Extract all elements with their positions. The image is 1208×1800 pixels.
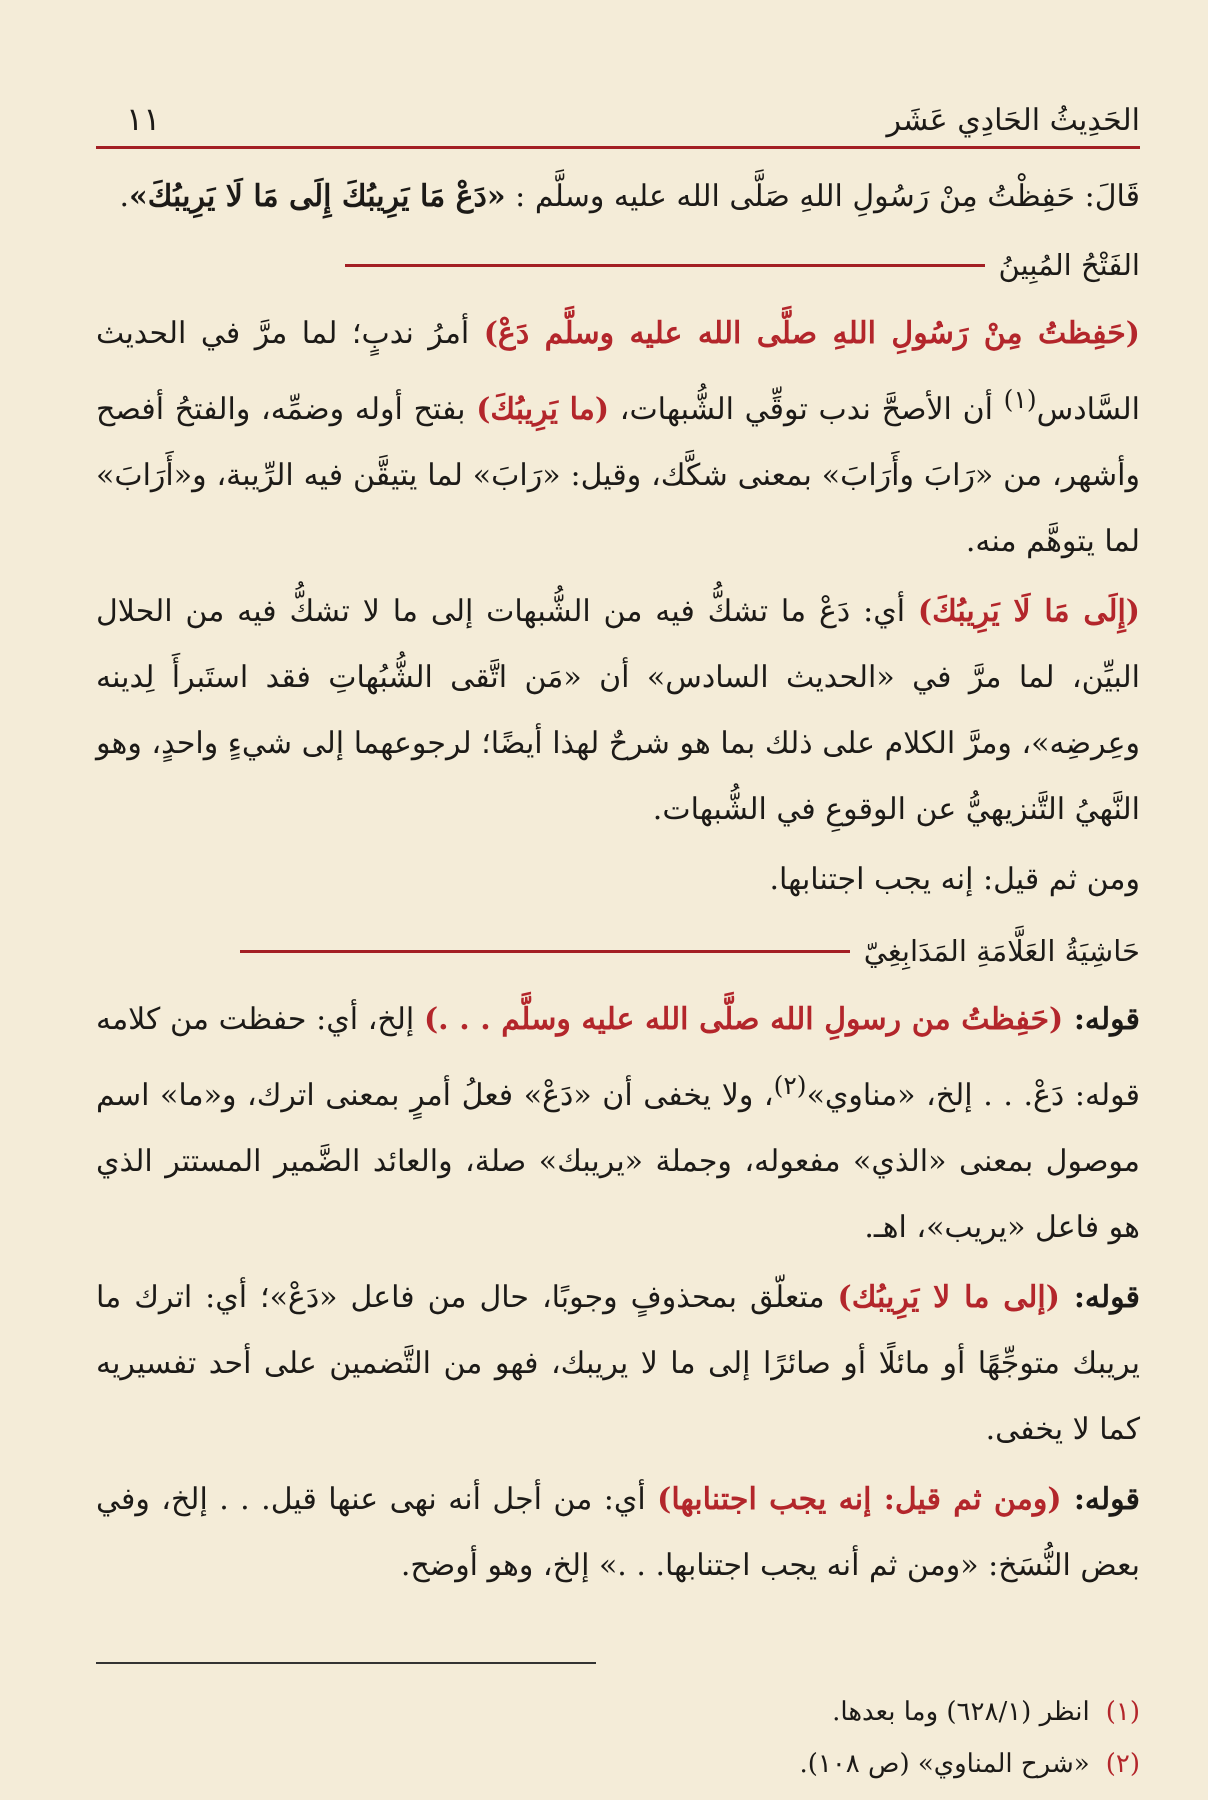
highlight-phrase: (ما يَرِيبُكَ) <box>476 392 610 427</box>
section-head-hashiya <box>96 923 1140 979</box>
footnote-list <box>96 1686 1140 1790</box>
section-rule-hashiya <box>240 950 850 953</box>
paragraph-text: ومن ثم قيل: إنه يجب اجتنابها. <box>769 862 1140 897</box>
highlight-phrase: (إلى ما لا يَرِيبُك) <box>837 1280 1060 1315</box>
hadith-prefix: قَالَ: حَفِظْتُ مِنْ رَسُولِ اللهِ صَلَّى الله عليه وسلَّم : <box>505 179 1140 214</box>
footnote-text: انظر (٦٢٨/١) وما بعدها. <box>832 1697 1090 1727</box>
footnote-ref: (٢) <box>773 1071 807 1100</box>
paragraph-text: ، ولا يخفى أن «دَعْ» فعلُ أمرٍ بمعنى اترك، و«ما» اسم موصول بمعنى «الذي» مفعوله، وجملة «يريبك» صلة، والعائد الضَّمير المستتر الذي هو فاعل «يريب»، اهـ. <box>96 1078 1141 1245</box>
section-head-fath <box>96 237 1140 293</box>
fath-paragraph-2 <box>96 579 1140 843</box>
footnote-ref: (١) <box>1003 385 1037 414</box>
fath-paragraph-3 <box>96 847 1140 913</box>
footnote-1 <box>96 1686 1140 1738</box>
hadith-quote: «دَعْ مَا يَرِيبُكَ إِلَى مَا لَا يَرِيبُكَ» <box>129 179 506 214</box>
paragraph-text: أي: من أجل أنه نهى عنها قيل. . . إلخ، وفي بعض النُّسَخ: «ومن ثم أنه يجب اجتنابها. . .» إلخ، وهو أوضح. <box>96 1482 1140 1583</box>
hashiya-paragraph-3 <box>96 1467 1140 1599</box>
section-title-hashiya: حَاشِيَةُ العَلَّامَةِ المَدَابِغِيّ <box>863 934 1140 968</box>
running-title: الحَدِيثُ الحَادِي عَشَر <box>886 103 1140 138</box>
qawluhu-label: قوله: <box>1063 1002 1140 1037</box>
hashiya-paragraph-1 <box>96 987 1140 1261</box>
paragraph-text: متعلّق بمحذوفٍ وجوبًا، حال من فاعل «دَعْ»؛ أي: اترك ما يريبك متوجِّهًا أو مائلًا أو صائرًا إلى ما لا يريبك، فهو من التَّضمين على أحد تفسيريه كما لا يخفى. <box>96 1280 1140 1447</box>
section-title-fath: الفَتْحُ المُبِينُ <box>998 248 1140 282</box>
footnote-text: «شرح المناوي» (ص ١٠٨). <box>799 1749 1090 1779</box>
paragraph-text: أي: دَعْ ما تشكُّ فيه من الشُّبهات إلى ما لا تشكُّ فيه من الحلال البيِّن، لما مرَّ في «الحديث السادس» أن «مَن اتَّقى الشُّبُهاتِ فقد استَبرأَ لِدينه وعِرضِه»، ومرَّ الكلام على ذلك بما هو شرحٌ لهذا أيضًا؛ لرجوعهما إلى شيءٍ واحدٍ، وهو النَّهيُ التَّنزيهيُّ عن الوقوعِ في الشُّبهات. <box>96 594 1140 827</box>
section-rule-fath <box>345 264 985 267</box>
paragraph-text: أن الأصحَّ ندب توقِّي الشُّبهات، <box>609 392 1004 427</box>
hadith-suffix: . <box>119 179 130 214</box>
qawluhu-label: قوله: <box>1059 1280 1140 1315</box>
page-number: ١١ <box>126 100 161 138</box>
footnote-number: (٢) <box>1105 1749 1140 1779</box>
footnote-number: (١) <box>1105 1697 1140 1727</box>
hadith-text <box>96 167 1140 227</box>
footnote-2 <box>96 1738 1140 1790</box>
fath-commentary <box>96 301 1140 913</box>
paragraph-text: أمرُ ندبٍ؛ لما مرَّ في الحديث السَّادس <box>96 316 1140 427</box>
running-head <box>96 86 1140 138</box>
highlight-phrase: (حَفِظتُ مِنْ رَسُولِ اللهِ صلَّى الله عليه وسلَّم دَعْ) <box>483 316 1140 351</box>
book-page <box>96 86 1141 1779</box>
hashiya-commentary <box>96 987 1140 1599</box>
fath-paragraph-1 <box>96 301 1140 575</box>
hashiya-paragraph-2 <box>96 1265 1140 1463</box>
highlight-phrase: (ومن ثم قيل: إنه يجب اجتنابها) <box>657 1482 1062 1517</box>
header-rule <box>96 146 1140 149</box>
paragraph-text: إلخ، أي: حفظت من كلامه قوله: دَعْ. . . إلخ، «مناوي» <box>96 1002 1141 1113</box>
highlight-phrase: (إِلَى مَا لَا يَرِيبُكَ) <box>917 594 1140 629</box>
paragraph-text: بفتح أوله وضمِّه، والفتحُ أفصح وأشهر، من «رَابَ وأَرَابَ» بمعنى شكَّك، وقيل: «رَابَ» لما يتيقَّن فيه الرِّيبة، و«أَرَابَ» لما يتوهَّم منه. <box>96 392 1140 559</box>
footnote-separator <box>96 1662 596 1664</box>
highlight-phrase: (حَفِظتُ من رسولِ الله صلَّى الله عليه وسلَّم . . .) <box>423 1002 1064 1037</box>
qawluhu-label: قوله: <box>1061 1482 1140 1517</box>
